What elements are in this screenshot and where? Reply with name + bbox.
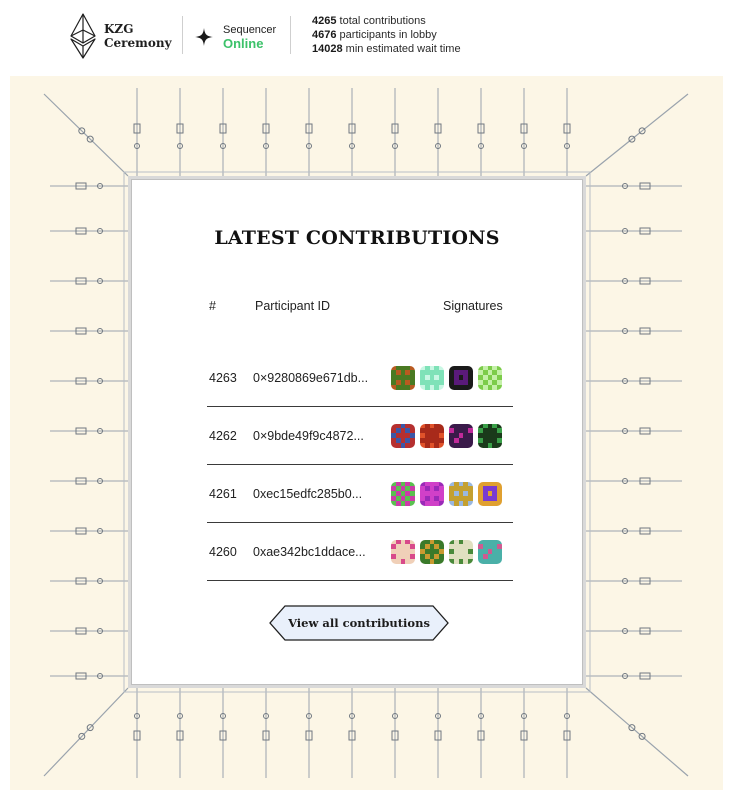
signature-avatar bbox=[420, 540, 444, 564]
signature-avatars bbox=[391, 540, 502, 564]
logo-line-1: KZG bbox=[104, 22, 134, 36]
table-row[interactable] bbox=[207, 407, 513, 465]
contribution-number: 4263 bbox=[209, 370, 237, 385]
signature-avatars bbox=[391, 366, 502, 390]
panel-title: LATEST CONTRIBUTIONS bbox=[214, 227, 500, 249]
header-divider bbox=[290, 16, 291, 54]
signature-avatar bbox=[478, 482, 502, 506]
signature-avatar bbox=[449, 424, 473, 448]
signature-avatar bbox=[449, 482, 473, 506]
kzg-ceremony-logo[interactable] bbox=[68, 12, 178, 60]
stat-estimated-wait-time: 14028 min estimated wait time bbox=[312, 43, 461, 55]
sequencer-label: Sequencer bbox=[223, 24, 277, 36]
signature-avatar bbox=[420, 424, 444, 448]
signature-avatar bbox=[391, 424, 415, 448]
signature-avatar bbox=[391, 366, 415, 390]
signature-avatar bbox=[478, 366, 502, 390]
signature-avatar bbox=[391, 540, 415, 564]
signature-avatar bbox=[478, 424, 502, 448]
participant-id[interactable]: 0xec15edfc285b0... bbox=[253, 486, 363, 501]
stat-total-contributions: 4265 total contributions bbox=[312, 15, 426, 27]
table-row[interactable] bbox=[207, 349, 513, 407]
signature-avatars bbox=[391, 424, 502, 448]
signature-avatar bbox=[391, 482, 415, 506]
signature-avatar bbox=[449, 366, 473, 390]
participant-id[interactable]: 0×9bde49f9c4872... bbox=[253, 428, 364, 443]
logo-line-2: Ceremony bbox=[104, 36, 172, 50]
column-header-signatures: Signatures bbox=[443, 299, 503, 313]
sequencer-status bbox=[195, 20, 276, 54]
column-header-participant-id: Participant ID bbox=[255, 299, 331, 313]
sparkle-icon bbox=[195, 28, 213, 46]
contributions-table bbox=[207, 349, 513, 581]
signature-avatar bbox=[478, 540, 502, 564]
signature-avatar bbox=[420, 366, 444, 390]
header bbox=[0, 0, 733, 72]
column-header-number: # bbox=[209, 299, 216, 313]
sequencer-status-value: Online bbox=[223, 36, 264, 51]
table-row[interactable] bbox=[207, 465, 513, 523]
participant-id[interactable]: 0xae342bc1ddace... bbox=[253, 544, 366, 559]
ethereum-logo-icon bbox=[68, 13, 98, 59]
signature-avatar bbox=[420, 482, 444, 506]
ceremony-stats bbox=[312, 14, 461, 56]
participant-id[interactable]: 0×9280869e671db... bbox=[253, 370, 369, 385]
view-all-contributions-label: View all contributions bbox=[288, 616, 430, 630]
stat-participants-in-lobby: 4676 participants in lobby bbox=[312, 29, 437, 41]
signature-avatars bbox=[391, 482, 502, 506]
contribution-number: 4261 bbox=[209, 486, 237, 501]
header-divider bbox=[182, 16, 183, 54]
signature-avatar bbox=[449, 540, 473, 564]
contribution-number: 4260 bbox=[209, 544, 237, 559]
latest-contributions-panel bbox=[128, 176, 586, 688]
view-all-contributions-button[interactable] bbox=[269, 605, 449, 641]
contribution-number: 4262 bbox=[209, 428, 237, 443]
table-row[interactable] bbox=[207, 523, 513, 581]
logo-text bbox=[104, 22, 172, 50]
